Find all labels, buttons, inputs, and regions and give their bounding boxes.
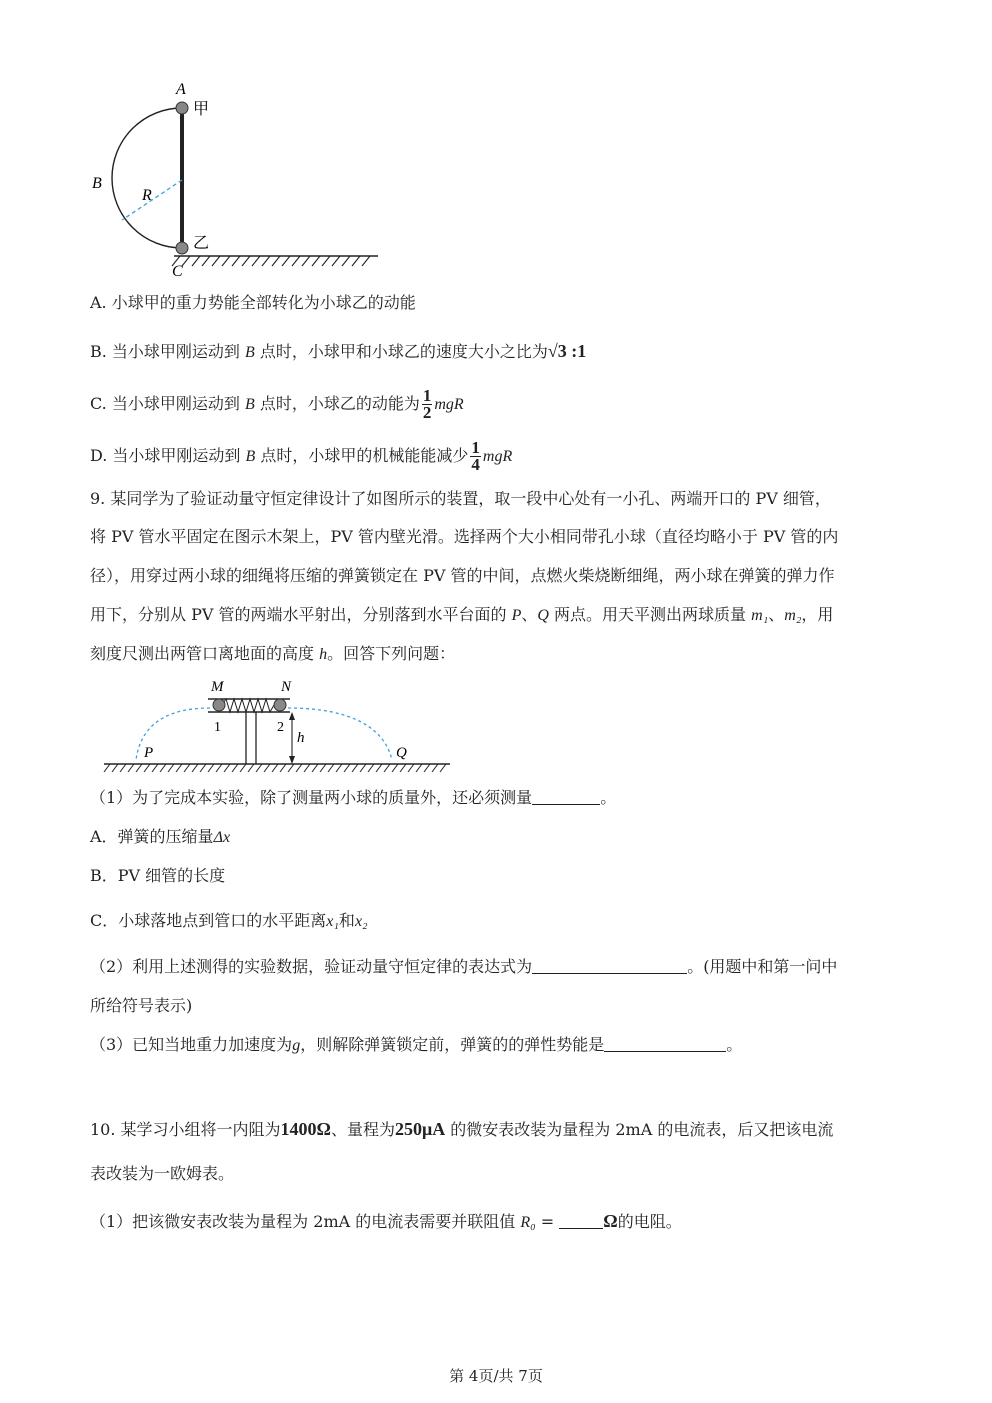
label-R: R — [142, 187, 152, 204]
label-P: P — [144, 745, 154, 761]
label-1: 1 — [214, 720, 221, 735]
q9-option-B: B．PV 细管的长度 — [90, 866, 226, 885]
ratio-sqrt3: √3 :1 — [547, 341, 587, 361]
q9-sub2: （2）利用上述测得的实验数据，验证动量守恒定律的表达式为 。(用题中和第一问中 — [90, 957, 838, 976]
label-M: M — [211, 679, 224, 695]
option-D: D. 当小球甲刚运动到 B 点时，小球甲的机械能能减少 $\frac{1}{4}$ mgR — [90, 438, 513, 474]
label-C: C — [172, 263, 183, 280]
answer-blank-3[interactable] — [604, 1035, 726, 1052]
answer-blank-1[interactable] — [532, 788, 600, 805]
q9-line-2: 将 PV 管水平固定在图示木架上，PV 管内壁光滑。选择两个大小相同带孔小球（直径均略小于 PV 管的内 — [90, 527, 839, 546]
q9-option-A: A．弹簧的压缩量Δx — [90, 827, 231, 846]
q9-line-1: 9. 某同学为了验证动量守恒定律设计了如图所示的装置，取一段中心处有一小孔、两端开口的 PV 细管， — [90, 489, 831, 508]
q9-line-5: 刻度尺测出两管口离地面的高度 h。回答下列问题： — [90, 644, 456, 663]
answer-blank-2[interactable] — [532, 957, 687, 974]
label-Q: Q — [396, 745, 407, 761]
label-B: B — [92, 175, 102, 192]
label-2: 2 — [277, 720, 284, 735]
option-B: B. 当小球甲刚运动到 B 点时，小球甲和小球乙的速度大小之比为√3 :1 — [90, 341, 587, 361]
q10-sub1: （1）把该微安表改装为量程为 2mA 的电流表需要并联阻值 R₀ = Ω的电阻。 — [90, 1211, 682, 1231]
option-A: A. 小球甲的重力势能全部转化为小球乙的动能 — [90, 293, 416, 312]
label-h: h — [297, 730, 305, 746]
q10-line-1: 10. 某学习小组将一内阻为1400Ω、量程为250μA 的微安表改装为量程为 2mA 的电流表，后又把该电流 — [90, 1119, 834, 1139]
q9-sub1: （1）为了完成本实验，除了测量两小球的质量外，还必须测量 。 — [90, 788, 617, 807]
answer-blank-4[interactable] — [559, 1212, 603, 1229]
label-N: N — [281, 679, 292, 695]
pv-pipe-apparatus-figure — [100, 675, 455, 775]
q9-option-C: C．小球落地点到管口的水平距离x₁和x₂ — [90, 911, 368, 930]
label-A: A — [176, 81, 186, 98]
q9-sub3: （3）已知当地重力加速度为g，则解除弹簧锁定前，弹簧的的弹性势能是 。 — [90, 1035, 743, 1054]
fraction-half: $\frac{1}{2}$ — [422, 386, 432, 422]
semicircle-track-figure — [80, 78, 390, 283]
q9-line-3: 径），用穿过两小球的细绳将压缩的弹簧锁定在 PV 管的中间，点燃火柴烧断细绳，两小球在弹簧的弹力作 — [90, 566, 835, 585]
label-ball-yi: 乙 — [193, 235, 210, 252]
label-ball-jia: 甲 — [193, 101, 210, 118]
q9-line-4: 用下，分别从 PV 管的两端水平射出，分别落到水平台面的 P、Q 两点。用天平测出两球质量 m₁、m₂，用 — [90, 605, 834, 624]
q10-line-2: 表改装为一欧姆表。 — [90, 1164, 235, 1183]
option-C: C. 当小球甲刚运动到 B 点时，小球乙的动能为 $\frac{1}{2}$ mgR — [90, 386, 464, 422]
fraction-quarter: $\frac{1}{4}$ — [471, 438, 480, 474]
page-footer: 第 4页/共 7页 — [449, 1367, 543, 1385]
q9-sub2-line2: 所给符号表示) — [90, 996, 193, 1015]
